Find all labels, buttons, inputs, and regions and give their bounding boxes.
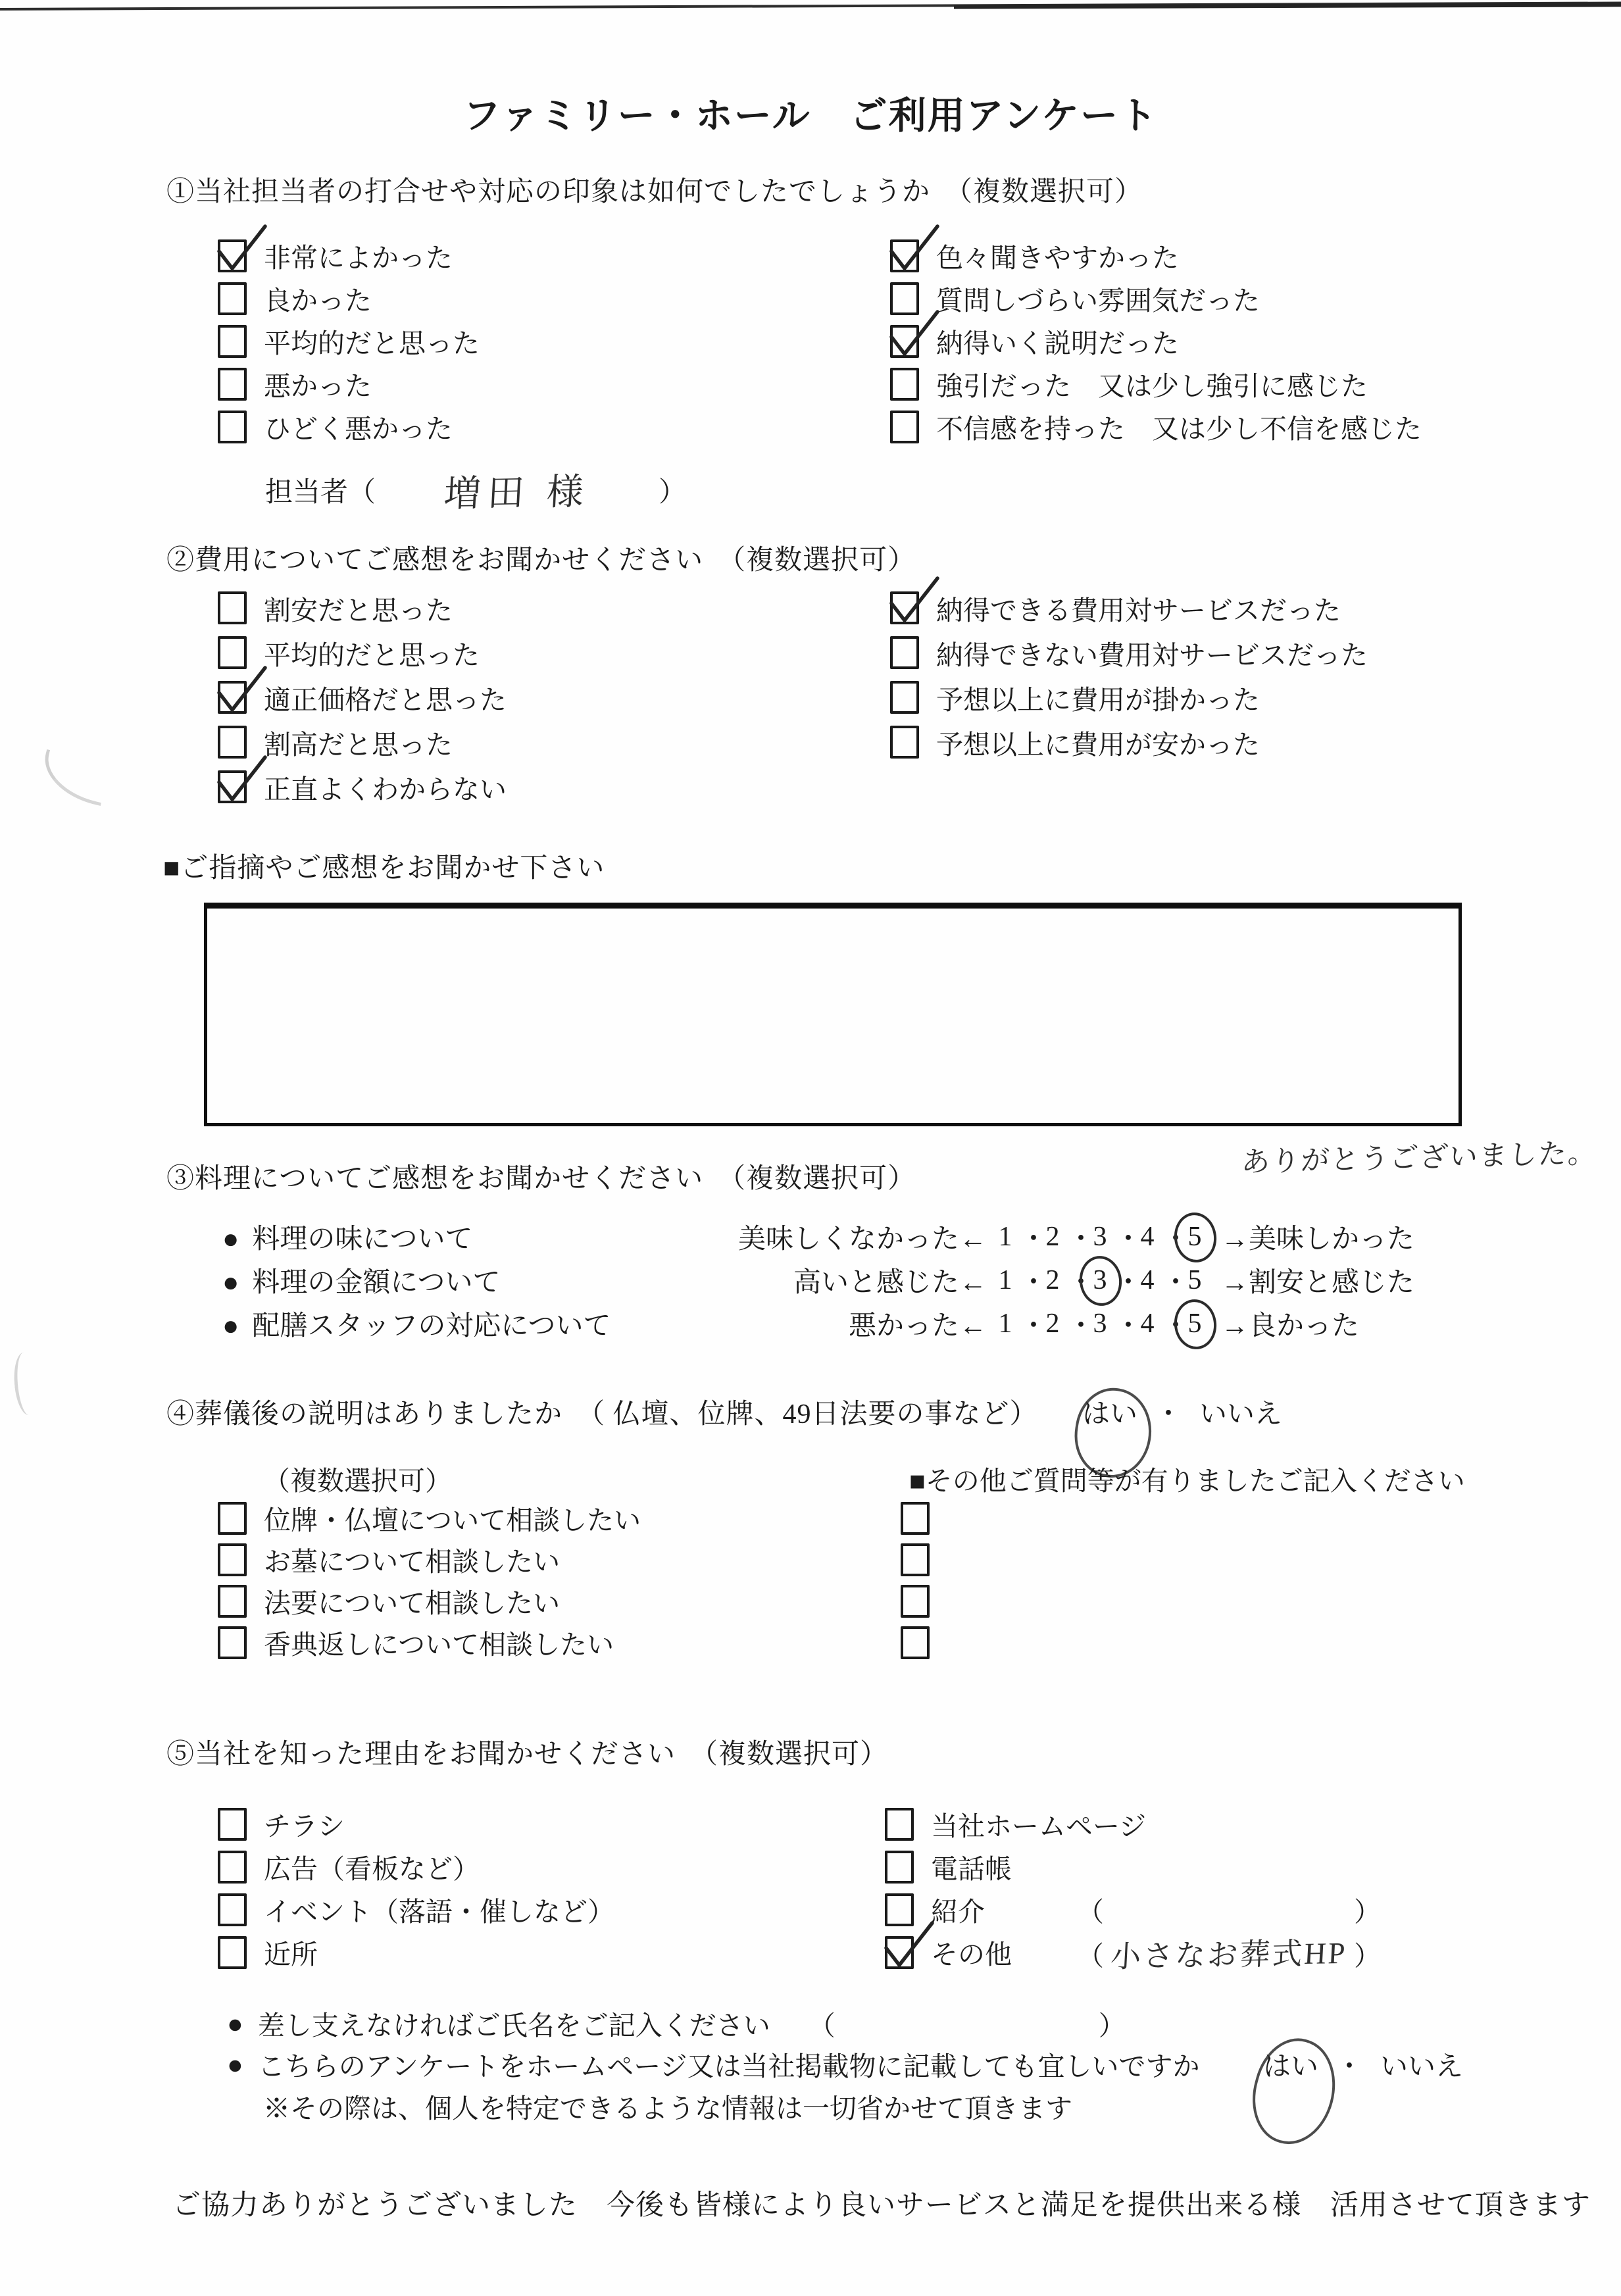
scale-number[interactable]: 5 xyxy=(1187,1265,1202,1295)
manager-paren-close: ） xyxy=(659,478,687,508)
scale-number[interactable]: 3 xyxy=(1085,1264,1114,1296)
scale-number[interactable]: 4 xyxy=(1140,1265,1155,1295)
comment-heading: ■ご指摘やご感想をお聞かせ下さい xyxy=(163,853,605,884)
paren-close: ） xyxy=(1354,1940,1381,1971)
scale-number[interactable]: 3 xyxy=(1093,1309,1107,1339)
scale-separator: ・ xyxy=(1020,1224,1048,1255)
checkbox[interactable] xyxy=(890,726,919,759)
q4-yes-option[interactable]: はい xyxy=(1082,1399,1138,1430)
q3-heading: ③料理についてご感想をお聞かせください （複数選択可） xyxy=(166,1164,916,1194)
option-row xyxy=(218,362,480,405)
option-label: 正直よくわからない xyxy=(264,774,507,805)
option-label: 平均的だと思った xyxy=(264,328,480,359)
q1-options-right xyxy=(890,234,1422,448)
checkbox[interactable] xyxy=(890,368,919,401)
rating-scale xyxy=(991,1217,1209,1257)
option-label: 広告（看板など） xyxy=(264,1854,480,1884)
option-label: 位牌・仏壇について相談したい xyxy=(264,1505,641,1535)
arrow-left-icon: ← xyxy=(959,1311,987,1341)
rating-low-anchor: 高いと感じた← xyxy=(793,1268,987,1298)
scale-separator: ・ xyxy=(1114,1311,1143,1341)
option-label: 納得できない費用対サービスだった xyxy=(936,639,1368,670)
checkbox[interactable] xyxy=(885,1851,914,1884)
checkbox[interactable] xyxy=(901,1543,930,1576)
checkbox[interactable] xyxy=(890,325,919,358)
checkbox[interactable] xyxy=(885,1936,914,1969)
option-row xyxy=(218,1622,641,1663)
option-label: 当社ホームページ xyxy=(931,1811,1147,1841)
bullet-icon: ● xyxy=(222,1311,239,1341)
privacy-note: ※その際は、個人を特定できるような情報は一切省かせて頂きます xyxy=(263,2093,1072,2124)
comment-line-handwritten xyxy=(240,924,243,975)
arrow-left-icon: ← xyxy=(959,1268,987,1298)
rating-row xyxy=(0,1304,1621,1347)
q4-other-write-in-boxes xyxy=(901,1497,947,1663)
checkbox[interactable] xyxy=(218,1936,247,1969)
option-row xyxy=(890,234,1422,277)
publish-no-option[interactable]: いいえ xyxy=(1380,2052,1464,2082)
scale-number[interactable]: 4 xyxy=(1140,1309,1155,1339)
option-label: 質問しづらい雰囲気だった xyxy=(936,286,1260,316)
option-label: その他 xyxy=(931,1939,1012,1970)
page-title: ファミリー・ホール ご利用アンケート xyxy=(462,95,1159,137)
option-label: 非常によかった xyxy=(264,243,453,273)
checkbox[interactable] xyxy=(890,681,919,714)
option-row xyxy=(218,277,480,320)
checkbox[interactable] xyxy=(218,239,247,272)
option-row xyxy=(218,234,480,277)
scale-separator: ・ xyxy=(1114,1224,1143,1255)
option-row xyxy=(218,320,480,362)
write-in-value-handwritten[interactable]: 小さなお葬式HP xyxy=(1109,1935,1348,1974)
checkbox[interactable] xyxy=(218,325,247,358)
scale-number[interactable]: 1 xyxy=(998,1309,1012,1339)
q1-heading: ①当社担当者の打合せや対応の印象は如何でしたでしょうか （複数選択可） xyxy=(166,177,1143,207)
comment-line-handwritten xyxy=(239,924,243,975)
checkbox[interactable] xyxy=(218,368,247,401)
scale-number[interactable]: 5 xyxy=(1180,1308,1209,1339)
rating-high-anchor: →割安と感じた xyxy=(1221,1268,1415,1298)
option-row xyxy=(890,675,1368,720)
q2-options-left xyxy=(218,586,507,809)
option-label: 近所 xyxy=(264,1939,318,1970)
checkbox[interactable] xyxy=(218,1502,247,1535)
rating-row xyxy=(0,1217,1621,1260)
option-label: 良かった xyxy=(264,286,372,316)
option-row xyxy=(890,720,1368,764)
option-label: 強引だった 又は少し強引に感じた xyxy=(936,371,1368,401)
paren-close: ） xyxy=(1098,2010,1126,2041)
arrow-right-icon: → xyxy=(1221,1268,1249,1298)
rating-high-anchor: →美味しかった xyxy=(1221,1224,1415,1255)
option-row xyxy=(890,405,1422,448)
checkbox[interactable] xyxy=(218,1543,247,1576)
option-label: チラシ xyxy=(264,1811,345,1841)
checkbox[interactable] xyxy=(890,411,919,443)
manager-label: 担当者（ xyxy=(265,478,376,508)
checkbox[interactable] xyxy=(218,1893,247,1926)
option-row xyxy=(218,1931,614,1974)
checkmark-icon xyxy=(212,755,270,812)
scale-separator: ・ xyxy=(1067,1268,1095,1298)
option-label: お墓について相談したい xyxy=(264,1547,561,1577)
rating-low-anchor: 悪かった← xyxy=(848,1311,987,1341)
rating-high-anchor: →良かった xyxy=(1221,1311,1360,1341)
option-row xyxy=(901,1497,947,1539)
option-row xyxy=(885,1803,1381,1845)
checkbox[interactable] xyxy=(218,411,247,443)
option-label: 電話帳 xyxy=(931,1854,1012,1884)
name-request-text: 差し支えなければご氏名をご記入ください xyxy=(257,2010,770,2041)
yes-no-separator: ・ xyxy=(1155,1399,1183,1430)
option-row xyxy=(890,362,1422,405)
checkbox[interactable] xyxy=(218,636,247,669)
rating-item-label: ● 料理の金額について xyxy=(222,1268,501,1298)
scale-separator: ・ xyxy=(1067,1311,1095,1341)
checkmark-icon xyxy=(212,224,270,282)
option-row xyxy=(890,586,1368,630)
option-label: 適正価格だと思った xyxy=(264,684,507,715)
publish-consent-line xyxy=(227,2045,1199,2084)
write-in-value-handwritten[interactable] xyxy=(1104,1919,1354,1924)
scale-number[interactable]: 2 xyxy=(1045,1309,1060,1339)
footer-thanks: ご協力ありがとうございました 今後も皆様により良いサービスと満足を提供出来る様 活用させて頂きます xyxy=(172,2190,1591,2221)
scale-number[interactable]: 2 xyxy=(1045,1265,1060,1295)
comment-line-handwritten xyxy=(240,924,243,975)
scan-artifact-curve xyxy=(37,749,111,806)
comment-postscript-handwritten: ありがとうございました。 xyxy=(1240,1137,1599,1179)
checkbox[interactable] xyxy=(218,681,247,714)
checkbox[interactable] xyxy=(890,239,919,272)
checkbox[interactable] xyxy=(890,591,919,624)
option-row xyxy=(218,1888,614,1931)
checkbox[interactable] xyxy=(218,1851,247,1884)
option-label: イベント（落語・催しなど） xyxy=(264,1897,614,1927)
q4-options-left xyxy=(218,1497,641,1663)
q5-options-left xyxy=(218,1803,614,1974)
option-label: 不信感を持った 又は少し不信を感じた xyxy=(936,414,1422,444)
q4-other-heading: ■その他ご質問等が有りましたご記入ください xyxy=(909,1466,1465,1496)
scale-number[interactable]: 1 xyxy=(998,1265,1012,1295)
scale-separator: ・ xyxy=(1067,1224,1095,1255)
rating-row xyxy=(0,1260,1621,1304)
scale-separator: ・ xyxy=(1114,1268,1143,1298)
checkbox[interactable] xyxy=(218,1585,247,1618)
scale-separator: ・ xyxy=(1020,1268,1048,1298)
option-row xyxy=(218,1845,614,1888)
checkbox[interactable] xyxy=(218,1626,247,1659)
checkmark-icon xyxy=(885,224,943,282)
rating-scale xyxy=(991,1304,1209,1343)
paren-open: （ xyxy=(1077,1940,1104,1971)
rating-scale xyxy=(991,1260,1209,1300)
checkbox[interactable] xyxy=(890,636,919,669)
manager-line xyxy=(265,461,686,520)
rating-low-anchor: 美味しくなかった← xyxy=(737,1224,987,1255)
checkbox[interactable] xyxy=(218,591,247,624)
checkbox[interactable] xyxy=(885,1808,914,1841)
q2-heading: ②費用についてご感想をお聞かせください （複数選択可） xyxy=(166,545,916,576)
option-label: ひどく悪かった xyxy=(264,414,453,444)
q1-options-left xyxy=(218,234,480,448)
paren-open: （ xyxy=(808,2010,835,2041)
bullet-icon: ● xyxy=(227,2049,243,2080)
bullet-icon: ● xyxy=(227,2008,243,2039)
option-row xyxy=(218,1803,614,1845)
bullet-icon: ● xyxy=(222,1268,239,1298)
scale-number[interactable]: 1 xyxy=(998,1222,1012,1252)
publish-consent-text: こちらのアンケートをホームページ又は当社掲載物に記載しても宜しいですか xyxy=(257,2051,1200,2082)
checkbox[interactable] xyxy=(218,726,247,759)
option-label: 予想以上に費用が安かった xyxy=(936,729,1260,760)
checkmark-icon xyxy=(212,665,270,723)
option-label: 法要について相談したい xyxy=(264,1588,561,1618)
yes-no-separator: ・ xyxy=(1335,2052,1364,2082)
option-label: 香典返しについて相談したい xyxy=(264,1630,614,1660)
option-label: 紹介 xyxy=(931,1897,985,1927)
publish-yes-option[interactable]: はい xyxy=(1263,2052,1319,2082)
scale-separator: ・ xyxy=(1162,1268,1190,1298)
scale-separator: ・ xyxy=(1162,1311,1190,1341)
option-row xyxy=(901,1622,947,1663)
checkbox[interactable] xyxy=(218,282,247,315)
option-label: 予想以上に費用が掛かった xyxy=(936,684,1260,715)
paren-open: （ xyxy=(1077,1897,1104,1927)
q5-options-right xyxy=(885,1803,1381,1974)
name-request-line xyxy=(227,2004,1126,2043)
scale-number[interactable]: 5 xyxy=(1180,1221,1209,1253)
scale-number[interactable]: 2 xyxy=(1045,1222,1060,1252)
checkmark-icon xyxy=(885,576,943,634)
paren-close: ） xyxy=(1354,1897,1381,1927)
option-row xyxy=(901,1539,947,1580)
scale-separator: ・ xyxy=(1020,1311,1048,1341)
name-input-blank[interactable] xyxy=(835,2008,1099,2039)
option-row xyxy=(885,1845,1381,1888)
option-label: 平均的だと思った xyxy=(264,639,480,670)
arrow-left-icon: ← xyxy=(959,1224,987,1255)
write-in-paren xyxy=(1077,1890,1381,1929)
manager-name-handwritten[interactable]: 増田 様 xyxy=(443,472,591,515)
option-row xyxy=(218,1539,641,1580)
option-row xyxy=(218,586,507,630)
option-label: 割高だと思った xyxy=(264,729,453,760)
scan-artifact-paren xyxy=(12,1351,46,1416)
arrow-right-icon: → xyxy=(1221,1224,1249,1255)
bullet-icon: ● xyxy=(222,1224,239,1255)
option-row xyxy=(885,1931,1381,1974)
rating-item-label: ● 料理の味について xyxy=(222,1224,473,1255)
option-label: 納得いく説明だった xyxy=(936,328,1179,359)
q4-subnote: （複数選択可） xyxy=(263,1466,452,1496)
checkbox[interactable] xyxy=(218,1808,247,1841)
q4-no-option[interactable]: いいえ xyxy=(1199,1399,1283,1430)
option-row xyxy=(890,320,1422,362)
option-label: 色々聞きやすかった xyxy=(936,243,1179,273)
checkbox[interactable] xyxy=(901,1626,930,1659)
scale-number[interactable]: 4 xyxy=(1140,1222,1155,1252)
scale-number[interactable]: 3 xyxy=(1093,1222,1107,1252)
option-label: 悪かった xyxy=(264,371,372,401)
option-row xyxy=(218,1497,641,1539)
option-row xyxy=(218,675,507,720)
option-row xyxy=(890,630,1368,675)
q4-heading: ④葬儀後の説明はありましたか （ 仏壇、位牌、49日法要の事など） xyxy=(166,1399,1038,1430)
comment-box[interactable] xyxy=(204,903,1462,1126)
q5-heading: ⑤当社を知った理由をお聞かせください （複数選択可） xyxy=(166,1739,889,1770)
arrow-right-icon: → xyxy=(1221,1311,1249,1341)
option-row xyxy=(901,1580,947,1622)
scale-separator: ・ xyxy=(1162,1224,1190,1255)
option-row xyxy=(885,1888,1381,1931)
checkmark-icon xyxy=(885,309,943,367)
option-row xyxy=(218,764,507,809)
write-in-paren xyxy=(1077,1931,1381,1974)
option-label: 納得できる費用対サービスだった xyxy=(936,595,1341,626)
option-row xyxy=(218,405,480,448)
checkbox[interactable] xyxy=(901,1502,930,1535)
rating-item-label: ● 配膳スタッフの対応について xyxy=(222,1311,611,1341)
comment-line-handwritten xyxy=(239,924,243,975)
checkbox[interactable] xyxy=(218,770,247,803)
q2-options-right xyxy=(890,586,1368,764)
checkmark-icon xyxy=(880,1920,937,1978)
option-label: 割安だと思った xyxy=(264,595,453,626)
option-row xyxy=(890,277,1422,320)
option-row xyxy=(218,1580,641,1622)
checkbox[interactable] xyxy=(901,1585,930,1618)
